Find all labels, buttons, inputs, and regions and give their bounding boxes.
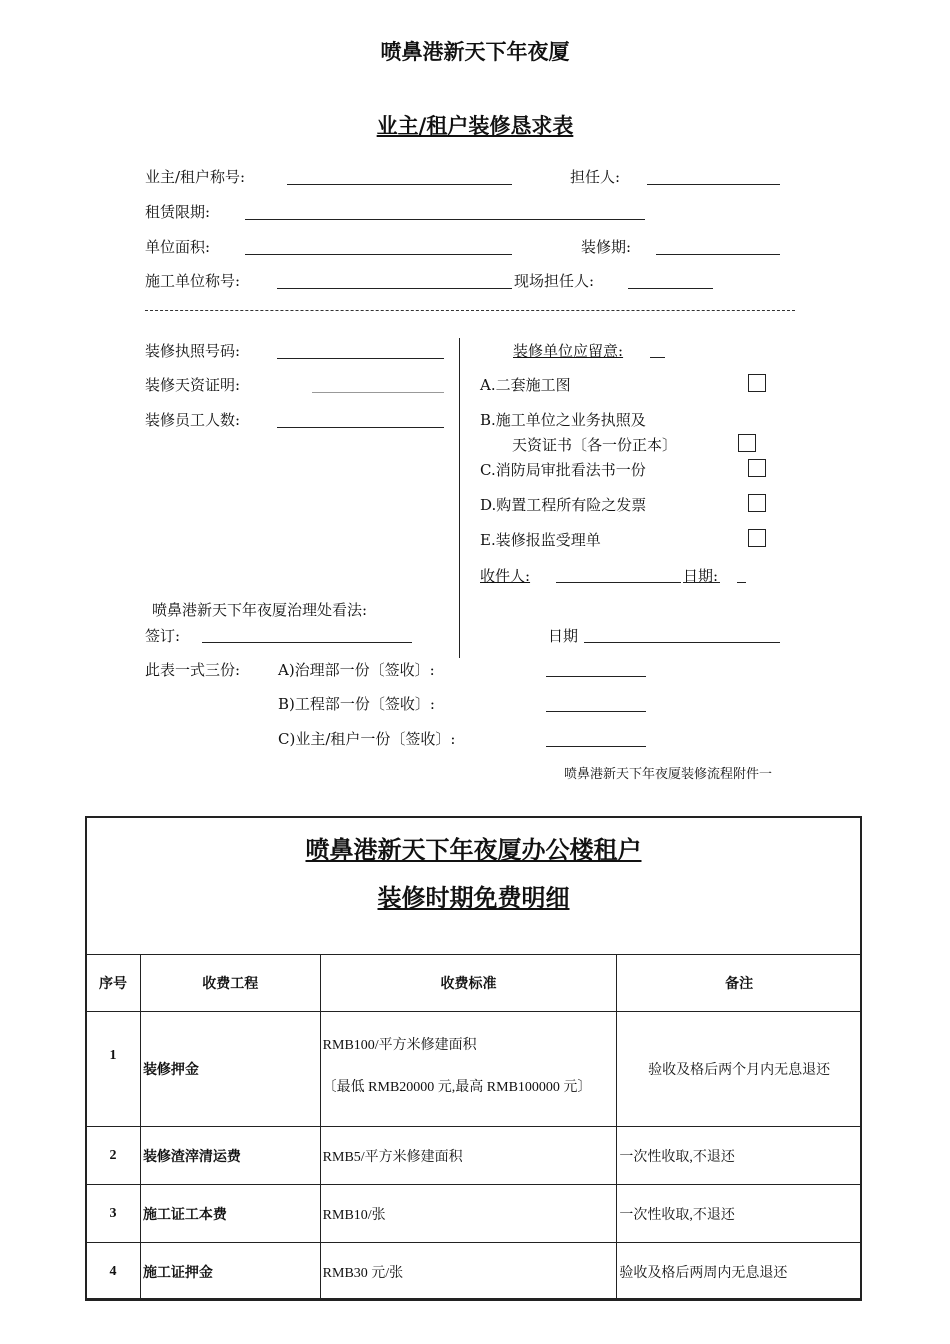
workers-label: 装修员工人数: <box>145 411 241 429</box>
row-remark: 一次性收取,不退还 <box>617 1127 862 1185</box>
copies-label: 此表一式三份: <box>145 661 241 679</box>
row-standard: RMB30 元/张 <box>320 1243 617 1301</box>
management-date-field[interactable] <box>584 642 780 643</box>
copy-a-label: A)治理部一份〔签收〕: <box>278 661 435 679</box>
row-remark: 验收及格后两周内无息退还 <box>617 1243 862 1301</box>
note-item-a: A.二套施工图 <box>480 376 571 394</box>
period-field[interactable] <box>656 254 780 255</box>
row-remark: 一次性收取,不退还 <box>617 1185 862 1243</box>
lease-label: 租赁限期: <box>145 203 211 221</box>
person-label: 担任人: <box>570 168 621 186</box>
note-item-c: C.消防局审批看法书一份 <box>480 461 646 479</box>
header-remark: 备注 <box>617 955 862 1012</box>
row-item: 施工证工本费 <box>140 1185 320 1243</box>
row-no: 3 <box>86 1185 141 1243</box>
row-item: 施工证押金 <box>140 1243 320 1301</box>
sign-field[interactable] <box>202 642 412 643</box>
copy-a-field[interactable] <box>546 676 646 677</box>
checkbox-c[interactable] <box>748 459 766 477</box>
row-standard: RMB10/张 <box>320 1185 617 1243</box>
qualification-label: 装修天资证明: <box>145 376 241 394</box>
checkbox-e[interactable] <box>748 529 766 547</box>
note-item-b: B.施工单位之业务执照及 <box>480 411 646 429</box>
area-label: 单位面积: <box>145 238 211 256</box>
copy-b-label: B)工程部一份〔签收〕: <box>278 695 435 713</box>
management-date-label: 日期 <box>548 627 579 645</box>
table-row <box>86 1012 862 1127</box>
workers-field[interactable] <box>277 427 444 428</box>
row-standard-line1: RMB100/平方米修建面积 <box>322 1037 477 1053</box>
fee-table-title-2: 装修时期免费明细 <box>377 883 570 912</box>
footnote: 喷鼻港新天下年夜厦装修流程附件一 <box>564 767 773 782</box>
receiver-field[interactable] <box>556 582 681 583</box>
note-item-e: E.装修报监受理单 <box>480 531 601 549</box>
fee-table <box>85 954 862 1301</box>
receiver-date-label: 日期: <box>683 567 719 585</box>
contractor-label: 施工单位称号: <box>145 272 241 290</box>
row-standard-line2: 〔最低 RMB20000 元,最高 RMB100000 元〕 <box>322 1079 592 1095</box>
row-standard: RMB5/平方米修建面积 <box>320 1127 617 1185</box>
receiver-date-underline <box>683 582 720 583</box>
management-opinion-label: 喷鼻港新天下年夜厦治理处看法: <box>152 601 368 619</box>
checkbox-d[interactable] <box>748 494 766 512</box>
license-field[interactable] <box>277 358 444 359</box>
copy-c-field[interactable] <box>546 746 646 747</box>
license-label: 装修执照号码: <box>145 342 241 360</box>
table-row <box>86 1243 862 1301</box>
row-no: 4 <box>86 1243 141 1301</box>
header-no: 序号 <box>86 955 141 1012</box>
contractor-field[interactable] <box>277 288 512 289</box>
site-person-label: 现场担任人: <box>514 272 595 290</box>
section-divider <box>145 310 795 311</box>
row-no: 2 <box>86 1127 141 1185</box>
header-standard: 收费标准 <box>320 955 617 1012</box>
sign-label: 签订: <box>145 627 181 645</box>
form-title: 业主/租户装修恳求表 <box>376 113 574 138</box>
note-item-d: D.购置工程所有险之发票 <box>480 496 647 514</box>
period-label: 装修期: <box>581 238 632 256</box>
site-person-field[interactable] <box>628 288 713 289</box>
table-row <box>86 1185 862 1243</box>
row-item: 装修押金 <box>140 1012 320 1127</box>
copy-b-field[interactable] <box>546 711 646 712</box>
row-standard <box>320 1012 617 1127</box>
receiver-label: 收件人: <box>480 567 531 585</box>
note-item-b-cont: 天资证书〔各一份正本〕 <box>512 436 678 454</box>
column-divider <box>459 338 460 658</box>
checkbox-a[interactable] <box>748 374 766 392</box>
area-field[interactable] <box>245 254 512 255</box>
qualification-field[interactable] <box>312 392 444 393</box>
copy-c-label: C)业主/租户一份〔签收〕: <box>278 730 456 748</box>
table-row <box>86 1127 862 1185</box>
fee-table-title-1: 喷鼻港新天下年夜厦办公楼租户 <box>305 835 642 864</box>
notes-heading-underline <box>650 357 665 358</box>
notes-heading: 装修单位应留意: <box>513 342 624 360</box>
tenant-name-label: 业主/租户称号: <box>145 168 246 186</box>
tenant-name-field[interactable] <box>287 184 512 185</box>
table-header-row <box>86 955 862 1012</box>
checkbox-b[interactable] <box>738 434 756 452</box>
row-item: 装修渣滓清运费 <box>140 1127 320 1185</box>
row-no: 1 <box>86 1012 141 1127</box>
row-remark: 验收及格后两个月内无息退还 <box>617 1012 862 1127</box>
receiver-date-field[interactable] <box>737 582 746 583</box>
header-item: 收费工程 <box>140 955 320 1012</box>
person-field[interactable] <box>647 184 780 185</box>
lease-field[interactable] <box>245 219 645 220</box>
page-title: 喷鼻港新天下年夜厦 <box>380 39 570 64</box>
